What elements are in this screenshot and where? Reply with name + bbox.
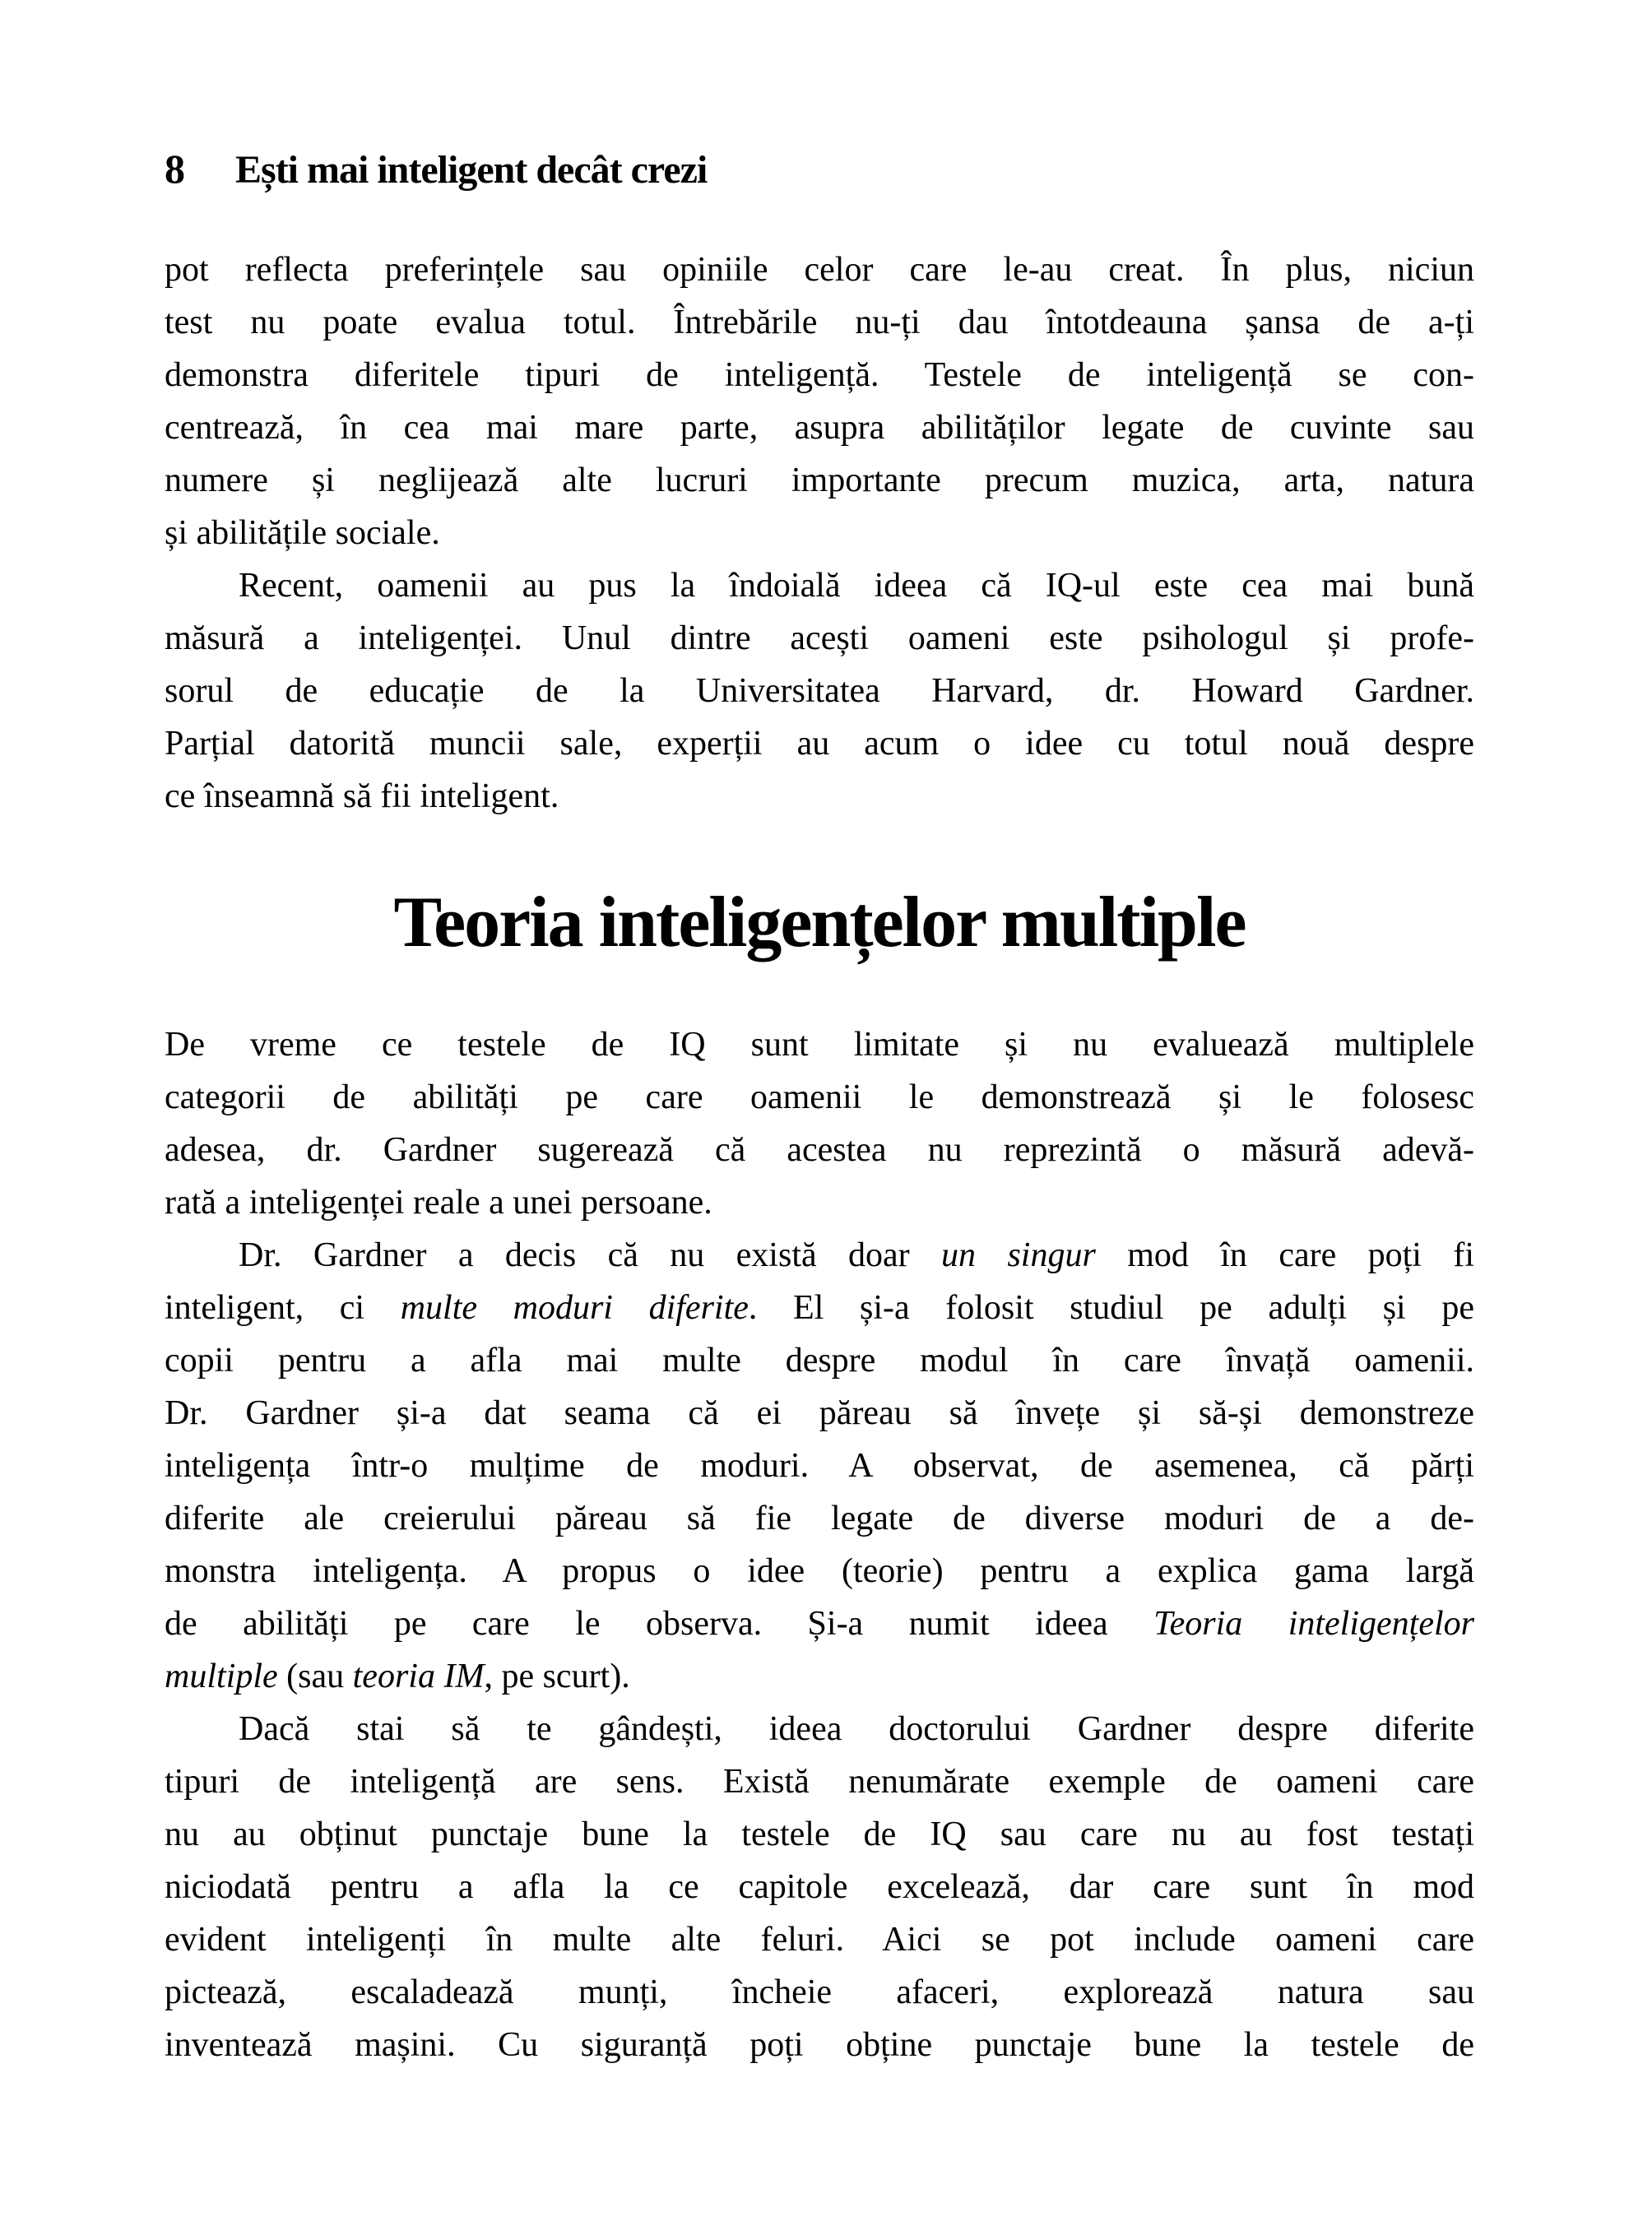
text-line — [165, 665, 1474, 717]
text-segment: inteligența într-o mulțime de moduri. A observat, de asemenea, că părți — [165, 1447, 1474, 1485]
text-segment: categorii de abilități pe care oamenii le demonstrează și le folosesc — [165, 1078, 1474, 1116]
text-line — [165, 296, 1474, 349]
text-segment: Dacă stai să te gândești, ideea doctorului Gardner despre diferite — [239, 1710, 1474, 1748]
text-segment: pot reflecta preferințele sau opiniile celor care le-au creat. În plus, niciun — [165, 251, 1474, 289]
paragraph — [165, 1018, 1474, 1229]
text-line — [165, 1176, 1474, 1229]
text-segment: inteligent, ci — [165, 1289, 401, 1327]
text-segment: , pe scurt). — [484, 1658, 630, 1695]
text-segment: centrează, în cea mai mare parte, asupra abilităților legate de cuvinte sau — [165, 409, 1474, 447]
text-segment: Parțial datorită muncii sale, experții au acum o idee cu totul nouă despre — [165, 725, 1474, 763]
text-line — [165, 1808, 1474, 1861]
running-header — [165, 145, 707, 194]
text-line — [165, 1018, 1474, 1071]
text-segment: diferite ale creierului păreau să fie legate de diverse moduri de a de- — [165, 1500, 1474, 1537]
text-segment: de abilități pe care le observa. Și-a numit ideea — [165, 1605, 1154, 1643]
text-line — [165, 1755, 1474, 1808]
text-segment: Dr. Gardner a decis că nu există doar — [239, 1236, 942, 1274]
text-line — [165, 1229, 1474, 1282]
text-segment: inventează mașini. Cu siguranță poți obține punctaje bune la testele de — [165, 2026, 1474, 2064]
text-line — [165, 1545, 1474, 1597]
text-line — [165, 1387, 1474, 1440]
text-segment: niciodată pentru a afla la ce capitole excelează, dar care sunt în mod — [165, 1868, 1474, 1906]
text-line — [165, 454, 1474, 507]
text-line — [165, 1440, 1474, 1492]
text-segment: De vreme ce testele de IQ sunt limitate și nu evaluează multiplele — [165, 1026, 1474, 1064]
text-segment: măsură a inteligenței. Unul dintre acești oameni este psihologul și profe- — [165, 619, 1474, 657]
paragraph — [165, 559, 1474, 823]
text-line — [165, 1650, 1474, 1703]
paragraph — [165, 1229, 1474, 1703]
italic-text-segment: Teoria inteligențelor — [1153, 1605, 1474, 1643]
text-line — [165, 401, 1474, 454]
text-line — [165, 243, 1474, 296]
text-line — [165, 2019, 1474, 2071]
italic-text-segment: un singur — [941, 1236, 1096, 1274]
text-segment: rată a inteligenței reale a unei persoane. — [165, 1184, 712, 1222]
section-paragraphs — [165, 1018, 1474, 2071]
text-segment: numere și neglijează alte lucruri importante precum muzica, arta, natura — [165, 461, 1474, 499]
text-segment: test nu poate evalua totul. Întrebările nu-ți dau întotdeauna șansa de a-ți — [165, 304, 1474, 341]
text-segment: monstra inteligența. A propus o idee (teorie) pentru a explica gama largă — [165, 1552, 1474, 1590]
text-line — [165, 349, 1474, 401]
text-segment: evident inteligenți în multe alte feluri. Aici se pot include oameni care — [165, 1921, 1474, 1959]
intro-paragraphs — [165, 243, 1474, 823]
text-segment: sorul de educație de la Universitatea Harvard, dr. Howard Gardner. — [165, 672, 1474, 710]
text-line — [165, 612, 1474, 665]
text-segment: adesea, dr. Gardner sugerează că acestea nu reprezintă o măsură adevă- — [165, 1131, 1474, 1169]
running-title: Ești mai inteligent decât crezi — [235, 148, 708, 192]
text-segment: copii pentru a afla mai multe despre modul în care învață oamenii. — [165, 1342, 1474, 1379]
text-segment: pictează, escaladează munți, încheie afaceri, explorează natura sau — [165, 1973, 1474, 2011]
italic-text-segment: multiple — [165, 1658, 278, 1695]
text-line — [165, 1282, 1474, 1334]
text-line — [165, 1966, 1474, 2019]
text-line — [165, 1703, 1474, 1755]
text-segment: ce înseamnă să fii inteligent. — [165, 777, 559, 815]
text-segment: (sau — [277, 1658, 353, 1695]
text-line — [165, 1334, 1474, 1387]
text-line — [165, 1861, 1474, 1913]
text-line — [165, 1913, 1474, 1966]
page-number: 8 — [165, 146, 184, 192]
text-line — [165, 717, 1474, 770]
text-segment: demonstra diferitele tipuri de inteligență. Testele de inteligență se con- — [165, 356, 1474, 394]
text-segment: Dr. Gardner și-a dat seama că ei păreau să învețe și să-și demonstreze — [165, 1394, 1474, 1432]
text-line — [165, 1492, 1474, 1545]
text-segment: și abilitățile sociale. — [165, 514, 440, 552]
text-segment: nu au obținut punctaje bune la testele de IQ sau care nu au fost testați — [165, 1815, 1474, 1853]
paragraph — [165, 243, 1474, 559]
text-segment: Recent, oamenii au pus la îndoială ideea că IQ-ul este cea mai bună — [239, 567, 1474, 605]
italic-text-segment: teoria IM — [352, 1658, 485, 1695]
text-segment: tipuri de inteligență are sens. Există nenumărate exemple de oameni care — [165, 1763, 1474, 1801]
section-heading: Teoria inteligențelor multiple — [393, 883, 1246, 962]
text-line — [165, 770, 1474, 823]
text-segment: mod în care poți fi — [1095, 1236, 1475, 1274]
text-line — [165, 1597, 1474, 1650]
page-body — [165, 243, 1474, 2071]
text-segment: . El și-a folosit studiul pe adulți și pe — [748, 1289, 1474, 1327]
paragraph — [165, 1703, 1474, 2071]
text-line — [165, 507, 1474, 559]
text-line — [165, 1124, 1474, 1176]
italic-text-segment: multe moduri diferite — [400, 1289, 749, 1327]
text-line — [165, 1071, 1474, 1124]
text-line — [165, 559, 1474, 612]
